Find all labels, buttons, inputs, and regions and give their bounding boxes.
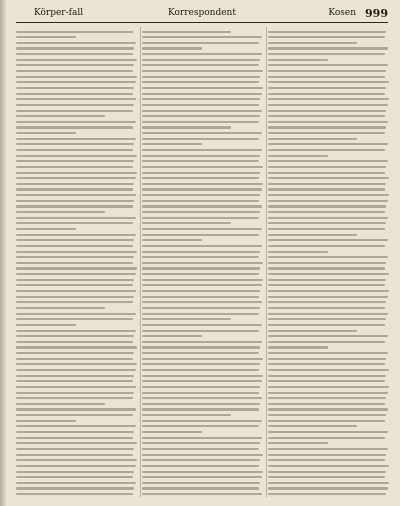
text-line-placeholder <box>16 205 133 207</box>
text-line-placeholder <box>268 172 385 174</box>
text-line-placeholder <box>142 36 262 38</box>
text-line-placeholder <box>268 397 386 399</box>
text-line-placeholder <box>16 358 133 360</box>
text-line-placeholder <box>268 160 388 162</box>
text-line-placeholder <box>142 442 260 444</box>
text-line-placeholder <box>142 273 259 275</box>
text-line-placeholder <box>142 126 231 128</box>
text-line-placeholder <box>268 76 385 78</box>
text-line-placeholder <box>16 211 105 213</box>
text-line-placeholder <box>16 471 134 473</box>
text-line-placeholder <box>16 386 136 388</box>
text-line-placeholder <box>268 138 357 140</box>
text-line-placeholder <box>142 115 260 117</box>
text-line-placeholder <box>16 53 133 55</box>
text-line-placeholder <box>142 493 262 495</box>
text-line-placeholder <box>142 335 202 337</box>
text-line-placeholder <box>16 47 134 49</box>
text-line-placeholder <box>16 149 133 151</box>
running-head-first-entry: Körper-fall <box>34 8 84 18</box>
text-line-placeholder <box>142 245 262 247</box>
text-line-placeholder <box>268 358 386 360</box>
text-line-placeholder <box>268 487 388 489</box>
text-line-placeholder <box>142 104 259 106</box>
text-line-placeholder <box>16 98 136 100</box>
text-line-placeholder <box>268 369 389 371</box>
text-line-placeholder <box>268 437 385 439</box>
text-line-placeholder <box>16 448 134 450</box>
text-line-placeholder <box>142 448 259 450</box>
text-line-placeholder <box>268 301 386 303</box>
text-line-placeholder <box>142 369 259 371</box>
text-line-placeholder <box>142 330 259 332</box>
text-line-placeholder <box>16 431 134 433</box>
text-line-placeholder <box>268 375 386 377</box>
text-line-placeholder <box>268 267 385 269</box>
text-line-placeholder <box>16 93 133 95</box>
text-line-placeholder <box>142 47 202 49</box>
text-line-placeholder <box>16 397 133 399</box>
text-line-placeholder <box>268 87 386 89</box>
text-line-placeholder <box>142 296 259 298</box>
page-number: 999 <box>365 7 388 20</box>
text-line-placeholder <box>142 352 259 354</box>
text-line-placeholder <box>16 177 136 179</box>
text-line-placeholder <box>142 459 260 461</box>
text-line-placeholder <box>16 228 76 230</box>
text-line-placeholder <box>16 290 136 292</box>
text-line-placeholder <box>142 403 260 405</box>
text-line-placeholder <box>16 324 76 326</box>
text-line-placeholder <box>268 465 389 467</box>
text-line-placeholder <box>268 234 357 236</box>
text-line-placeholder <box>16 330 136 332</box>
text-line-placeholder <box>142 397 262 399</box>
text-line-placeholder <box>142 59 260 61</box>
text-line-placeholder <box>268 245 385 247</box>
text-line-placeholder <box>142 76 260 78</box>
text-line-placeholder <box>16 172 137 174</box>
text-line-placeholder <box>142 414 231 416</box>
text-line-placeholder <box>268 110 386 112</box>
text-line-placeholder <box>142 211 260 213</box>
text-line-placeholder <box>268 313 388 315</box>
text-line-placeholder <box>16 313 136 315</box>
text-line-placeholder <box>142 471 263 473</box>
running-head-middle-entry: Korrespondent <box>168 8 236 18</box>
text-line-placeholder <box>142 375 263 377</box>
text-line-placeholder <box>268 132 385 134</box>
text-line-placeholder <box>268 228 385 230</box>
text-line-placeholder <box>142 81 259 83</box>
text-line-placeholder <box>142 93 262 95</box>
text-line-placeholder <box>142 172 260 174</box>
text-line-placeholder <box>268 104 388 106</box>
text-line-placeholder <box>142 239 202 241</box>
text-line-placeholder <box>142 251 260 253</box>
text-line-placeholder <box>142 313 259 315</box>
text-line-placeholder <box>268 307 385 309</box>
text-line-placeholder <box>142 31 231 33</box>
text-line-placeholder <box>268 279 386 281</box>
text-line-placeholder <box>142 121 259 123</box>
text-line-placeholder <box>142 228 262 230</box>
text-line-placeholder <box>142 392 259 394</box>
text-line-placeholder <box>268 290 389 292</box>
text-line-placeholder <box>142 256 259 258</box>
text-line-placeholder <box>16 87 134 89</box>
text-line-placeholder <box>142 290 260 292</box>
text-line-placeholder <box>16 239 134 241</box>
text-line-placeholder <box>268 200 388 202</box>
text-line-placeholder <box>268 408 388 410</box>
text-line-placeholder <box>142 346 260 348</box>
text-line-placeholder <box>268 284 385 286</box>
text-line-placeholder <box>268 431 388 433</box>
text-line-placeholder <box>16 482 136 484</box>
text-line-placeholder <box>142 149 262 151</box>
text-line-placeholder <box>16 346 137 348</box>
text-line-placeholder <box>142 188 262 190</box>
text-line-placeholder <box>16 442 137 444</box>
text-line-placeholder <box>142 386 260 388</box>
text-line-placeholder <box>142 70 263 72</box>
text-line-placeholder <box>142 318 231 320</box>
text-line-placeholder <box>268 98 389 100</box>
text-line-placeholder <box>142 217 259 219</box>
text-line-placeholder <box>16 132 76 134</box>
text-line-placeholder <box>16 425 136 427</box>
text-line-placeholder <box>268 380 385 382</box>
text-line-placeholder <box>268 205 386 207</box>
text-line-placeholder <box>16 183 134 185</box>
text-line-placeholder <box>268 459 385 461</box>
text-line-placeholder <box>16 420 76 422</box>
text-line-placeholder <box>16 459 137 461</box>
text-line-placeholder <box>268 166 386 168</box>
text-line-placeholder <box>142 279 263 281</box>
text-line-placeholder <box>142 341 262 343</box>
text-line-placeholder <box>142 465 259 467</box>
text-line-placeholder <box>16 155 137 157</box>
text-line-placeholder <box>16 81 136 83</box>
text-line-placeholder <box>16 245 133 247</box>
text-line-placeholder <box>142 234 259 236</box>
text-line-placeholder <box>16 437 133 439</box>
text-line-placeholder <box>16 392 134 394</box>
column-divider <box>266 27 267 497</box>
text-line-placeholder <box>142 420 262 422</box>
text-line-placeholder <box>16 200 134 202</box>
text-line-placeholder <box>142 110 262 112</box>
text-line-placeholder <box>142 138 259 140</box>
text-line-placeholder <box>268 183 386 185</box>
text-line-placeholder <box>268 273 389 275</box>
text-line-placeholder <box>16 234 136 236</box>
text-line-placeholder <box>16 352 134 354</box>
text-line-placeholder <box>16 301 133 303</box>
text-line-placeholder <box>268 36 385 38</box>
text-line-placeholder <box>268 64 388 66</box>
text-line-placeholder <box>16 279 134 281</box>
text-line-placeholder <box>16 217 136 219</box>
text-line-placeholder <box>16 465 136 467</box>
text-column-2 <box>142 27 264 497</box>
text-line-placeholder <box>268 454 386 456</box>
text-line-placeholder <box>142 53 262 55</box>
text-line-placeholder <box>142 177 259 179</box>
text-line-placeholder <box>268 262 386 264</box>
text-line-placeholder <box>142 98 260 100</box>
text-line-placeholder <box>142 307 260 309</box>
text-line-placeholder <box>268 177 389 179</box>
text-line-placeholder <box>268 217 388 219</box>
text-line-placeholder <box>268 414 386 416</box>
page-spine-shadow <box>0 0 6 506</box>
text-line-placeholder <box>142 482 260 484</box>
text-line-placeholder <box>268 59 328 61</box>
text-line-placeholder <box>142 222 231 224</box>
text-line-placeholder <box>142 132 262 134</box>
text-line-placeholder <box>16 403 105 405</box>
text-line-placeholder <box>142 324 262 326</box>
text-line-placeholder <box>142 155 260 157</box>
text-line-placeholder <box>16 341 133 343</box>
text-line-placeholder <box>268 143 388 145</box>
text-line-placeholder <box>16 380 133 382</box>
text-line-placeholder <box>268 324 385 326</box>
header-rule <box>16 22 388 23</box>
text-line-placeholder <box>268 476 385 478</box>
text-line-placeholder <box>268 448 388 450</box>
text-line-placeholder <box>16 59 137 61</box>
text-line-placeholder <box>142 437 262 439</box>
text-line-placeholder <box>268 330 357 332</box>
text-line-placeholder <box>16 284 133 286</box>
text-line-placeholder <box>142 425 259 427</box>
text-line-placeholder <box>16 121 136 123</box>
text-line-placeholder <box>16 375 134 377</box>
text-line-placeholder <box>16 115 105 117</box>
text-line-placeholder <box>268 81 389 83</box>
text-line-placeholder <box>142 200 259 202</box>
text-line-placeholder <box>268 149 385 151</box>
text-line-placeholder <box>268 352 388 354</box>
text-line-placeholder <box>16 408 136 410</box>
text-line-placeholder <box>142 166 263 168</box>
text-line-placeholder <box>16 307 105 309</box>
text-line-placeholder <box>268 188 385 190</box>
text-line-placeholder <box>16 64 134 66</box>
text-line-placeholder <box>16 487 134 489</box>
text-line-placeholder <box>142 64 259 66</box>
text-line-placeholder <box>142 160 259 162</box>
text-line-placeholder <box>16 160 134 162</box>
text-line-placeholder <box>268 392 388 394</box>
text-line-placeholder <box>16 166 133 168</box>
text-line-placeholder <box>268 239 388 241</box>
text-line-placeholder <box>268 53 385 55</box>
text-line-placeholder <box>16 188 133 190</box>
text-line-placeholder <box>268 493 386 495</box>
text-line-placeholder <box>268 318 386 320</box>
text-line-placeholder <box>268 335 388 337</box>
text-line-placeholder <box>16 476 133 478</box>
text-line-placeholder <box>142 408 259 410</box>
text-line-placeholder <box>268 346 328 348</box>
text-line-placeholder <box>16 36 76 38</box>
text-line-placeholder <box>16 454 133 456</box>
column-divider <box>140 27 141 497</box>
text-line-placeholder <box>268 31 386 33</box>
text-line-placeholder <box>142 267 260 269</box>
text-line-placeholder <box>142 301 262 303</box>
text-line-placeholder <box>142 487 259 489</box>
text-line-placeholder <box>268 341 385 343</box>
text-line-placeholder <box>16 369 136 371</box>
text-line-placeholder <box>268 403 385 405</box>
text-line-placeholder <box>268 47 388 49</box>
text-line-placeholder <box>268 70 386 72</box>
text-line-placeholder <box>16 76 137 78</box>
text-line-placeholder <box>268 42 357 44</box>
text-line-placeholder <box>16 31 133 33</box>
text-line-placeholder <box>268 442 328 444</box>
text-line-placeholder <box>142 284 262 286</box>
text-line-placeholder <box>16 42 136 44</box>
text-line-placeholder <box>16 414 133 416</box>
text-line-placeholder <box>142 363 260 365</box>
text-column-1 <box>16 27 138 497</box>
text-line-placeholder <box>16 110 133 112</box>
text-line-placeholder <box>142 358 263 360</box>
text-line-placeholder <box>16 273 136 275</box>
text-column-3 <box>268 27 390 497</box>
text-line-placeholder <box>142 431 202 433</box>
text-line-placeholder <box>268 251 328 253</box>
text-line-placeholder <box>142 87 263 89</box>
text-line-placeholder <box>16 104 134 106</box>
text-line-placeholder <box>142 42 259 44</box>
text-line-placeholder <box>268 121 388 123</box>
text-line-placeholder <box>16 318 133 320</box>
text-line-placeholder <box>268 482 389 484</box>
text-line-placeholder <box>16 262 133 264</box>
text-line-placeholder <box>16 222 133 224</box>
text-line-placeholder <box>268 93 385 95</box>
text-line-placeholder <box>268 155 328 157</box>
text-line-placeholder <box>142 454 263 456</box>
text-line-placeholder <box>268 222 386 224</box>
text-line-placeholder <box>142 143 202 145</box>
text-line-placeholder <box>16 138 136 140</box>
text-line-placeholder <box>16 194 136 196</box>
text-line-placeholder <box>16 335 134 337</box>
text-line-placeholder <box>16 363 137 365</box>
text-line-placeholder <box>142 262 263 264</box>
text-line-placeholder <box>268 194 389 196</box>
text-line-placeholder <box>16 143 134 145</box>
text-line-placeholder <box>268 363 385 365</box>
text-line-placeholder <box>268 126 386 128</box>
text-line-placeholder <box>268 386 389 388</box>
text-line-placeholder <box>142 183 263 185</box>
text-line-placeholder <box>268 115 385 117</box>
text-line-placeholder <box>16 493 133 495</box>
text-line-placeholder <box>16 256 134 258</box>
text-line-placeholder <box>268 256 388 258</box>
running-head-last-entry: Kosen <box>328 8 356 18</box>
text-line-placeholder <box>268 425 357 427</box>
text-line-placeholder <box>16 126 133 128</box>
text-line-placeholder <box>16 267 137 269</box>
text-line-placeholder <box>268 296 388 298</box>
text-line-placeholder <box>142 380 262 382</box>
text-line-placeholder <box>268 211 385 213</box>
text-line-placeholder <box>268 471 386 473</box>
text-line-placeholder <box>16 296 134 298</box>
text-line-placeholder <box>142 476 262 478</box>
text-line-placeholder <box>142 205 262 207</box>
text-line-placeholder <box>142 194 260 196</box>
text-line-placeholder <box>268 420 385 422</box>
text-line-placeholder <box>16 70 133 72</box>
text-line-placeholder <box>16 251 137 253</box>
